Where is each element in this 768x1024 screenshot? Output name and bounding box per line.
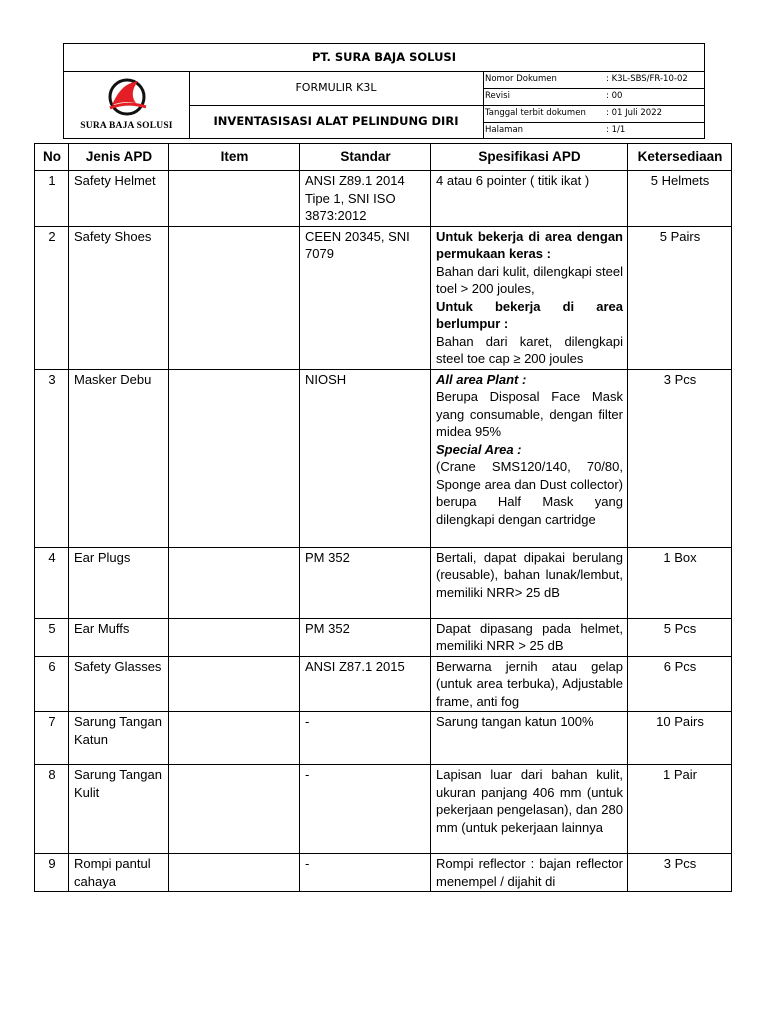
table-row <box>35 618 732 656</box>
cell-no: 3 <box>35 369 69 547</box>
spec-text: Bahan dari kulit, dilengkapi steel toel > 200 joules, <box>436 263 623 296</box>
column-header-item: Item <box>169 144 300 171</box>
cell-no: 2 <box>35 226 69 369</box>
cell-standar: PM 352 <box>300 547 431 618</box>
spec-text: (Crane SMS120/140, 70/80, Sponge area dan Dust collector) berupa Half Mask yang dilengkapi dengan cartridge <box>436 459 623 527</box>
cell-ketersediaan: 10 Pairs <box>628 712 732 765</box>
cell-standar: NIOSH <box>300 369 431 547</box>
table-row <box>35 712 732 765</box>
cell-item <box>169 369 300 547</box>
cell-jenis-apd: Ear Plugs <box>69 547 169 618</box>
cell-jenis-apd: Safety Glasses <box>69 656 169 712</box>
spec-text: 4 atau 6 pointer ( titik ikat ) <box>436 173 590 188</box>
meta-row-revision <box>483 88 704 106</box>
cell-no: 8 <box>35 765 69 854</box>
table-header-row <box>35 144 732 171</box>
cell-ketersediaan: 1 Pair <box>628 765 732 854</box>
cell-jenis-apd: Sarung Tangan Kulit <box>69 765 169 854</box>
cell-item <box>169 854 300 892</box>
cell-item <box>169 547 300 618</box>
cell-ketersediaan: 5 Helmets <box>628 171 732 227</box>
cell-spesifikasi <box>431 765 628 854</box>
cell-spesifikasi <box>431 171 628 227</box>
sail-logo-icon <box>102 77 152 121</box>
spec-text: Sarung tangan katun 100% <box>436 714 594 729</box>
table-body <box>35 171 732 892</box>
cell-jenis-apd: Ear Muffs <box>69 618 169 656</box>
cell-standar: PM 352 <box>300 618 431 656</box>
meta-value: : 1/1 <box>606 125 626 135</box>
spec-heading: Untuk bekerja di area dengan permukaan keras : <box>436 228 623 261</box>
cell-standar: - <box>300 854 431 892</box>
cell-spesifikasi <box>431 226 628 369</box>
document-title: INVENTASISASI ALAT PELINDUNG DIRI <box>189 105 484 138</box>
spec-text: Berwarna jernih atau gelap (untuk area terbuka), Adjustable frame, anti fog <box>436 658 623 709</box>
cell-ketersediaan: 6 Pcs <box>628 656 732 712</box>
cell-jenis-apd: Sarung Tangan Katun <box>69 712 169 765</box>
table-row <box>35 226 732 369</box>
document-meta <box>483 71 704 138</box>
column-header-jenis-apd: Jenis APD <box>69 144 169 171</box>
cell-standar: ANSI Z87.1 2015 <box>300 656 431 712</box>
cell-jenis-apd: Safety Shoes <box>69 226 169 369</box>
cell-spesifikasi <box>431 854 628 892</box>
spec-text: Bertali, dapat dipakai berulang (reusable), bahan lunak/lembut, memiliki NRR> 25 dB <box>436 549 623 600</box>
cell-ketersediaan: 3 Pcs <box>628 854 732 892</box>
column-header-ketersediaan: Ketersediaan <box>628 144 732 171</box>
cell-jenis-apd: Rompi pantul cahaya <box>69 854 169 892</box>
meta-label: Halaman <box>485 125 524 135</box>
spec-heading: Untuk bekerja di area berlumpur : <box>436 298 623 331</box>
company-logo <box>64 71 190 138</box>
spec-text: Dapat dipasang pada helmet, memiliki NRR > 25 dB <box>436 620 623 653</box>
cell-standar: CEEN 20345, SNI 7079 <box>300 226 431 369</box>
table-row <box>35 765 732 854</box>
logo-text: SURA BAJA SOLUSI <box>80 121 173 131</box>
cell-ketersediaan: 5 Pairs <box>628 226 732 369</box>
cell-item <box>169 712 300 765</box>
table-row <box>35 854 732 892</box>
cell-no: 9 <box>35 854 69 892</box>
meta-row-page <box>483 122 704 139</box>
cell-standar: ANSI Z89.1 2014 Tipe 1, SNI ISO 3873:2012 <box>300 171 431 227</box>
cell-spesifikasi <box>431 547 628 618</box>
meta-row-document-number <box>483 71 704 89</box>
form-title: FORMULIR K3L <box>189 71 484 106</box>
meta-value: : 00 <box>606 91 623 101</box>
cell-no: 4 <box>35 547 69 618</box>
spec-heading: Special Area : <box>436 441 522 457</box>
meta-value: : K3L-SBS/FR-10-02 <box>606 74 688 84</box>
apd-inventory-table <box>34 143 732 892</box>
meta-label: Nomor Dokumen <box>485 74 557 84</box>
cell-jenis-apd: Safety Helmet <box>69 171 169 227</box>
spec-heading: All area Plant : <box>436 371 527 387</box>
spec-text: Lapisan luar dari bahan kulit, ukuran panjang 406 mm (untuk pekerjaan pengelasan), dan 280 mm (untuk pekerjaan lainnya <box>436 767 623 835</box>
cell-ketersediaan: 1 Box <box>628 547 732 618</box>
meta-value: : 01 Juli 2022 <box>606 108 663 118</box>
table-row <box>35 369 732 547</box>
cell-item <box>169 171 300 227</box>
column-header-spesifikasi: Spesifikasi APD <box>431 144 628 171</box>
cell-no: 5 <box>35 618 69 656</box>
cell-item <box>169 226 300 369</box>
spec-text: Rompi reflector : bajan reflector menempel / dijahit di <box>436 856 623 889</box>
cell-spesifikasi <box>431 618 628 656</box>
cell-ketersediaan: 3 Pcs <box>628 369 732 547</box>
cell-standar: - <box>300 712 431 765</box>
column-header-standar: Standar <box>300 144 431 171</box>
document-header <box>63 43 705 139</box>
cell-item <box>169 765 300 854</box>
cell-spesifikasi <box>431 712 628 765</box>
company-name: PT. SURA BAJA SOLUSI <box>64 44 704 72</box>
cell-no: 7 <box>35 712 69 765</box>
table-row <box>35 547 732 618</box>
cell-standar: - <box>300 765 431 854</box>
cell-item <box>169 656 300 712</box>
cell-item <box>169 618 300 656</box>
column-header-no: No <box>35 144 69 171</box>
cell-ketersediaan: 5 Pcs <box>628 618 732 656</box>
cell-spesifikasi <box>431 656 628 712</box>
spec-text: Berupa Disposal Face Mask yang consumable, dengan filter midea 95% <box>436 389 623 439</box>
meta-label: Revisi <box>485 91 510 101</box>
table-row <box>35 656 732 712</box>
meta-row-issue-date <box>483 105 704 123</box>
cell-jenis-apd: Masker Debu <box>69 369 169 547</box>
meta-label: Tanggal terbit dokumen <box>485 108 586 118</box>
cell-spesifikasi <box>431 369 628 547</box>
table-row <box>35 171 732 227</box>
cell-no: 1 <box>35 171 69 227</box>
cell-no: 6 <box>35 656 69 712</box>
spec-text: Bahan dari karet, dilengkapi steel toe cap ≥ 200 joules <box>436 333 623 366</box>
